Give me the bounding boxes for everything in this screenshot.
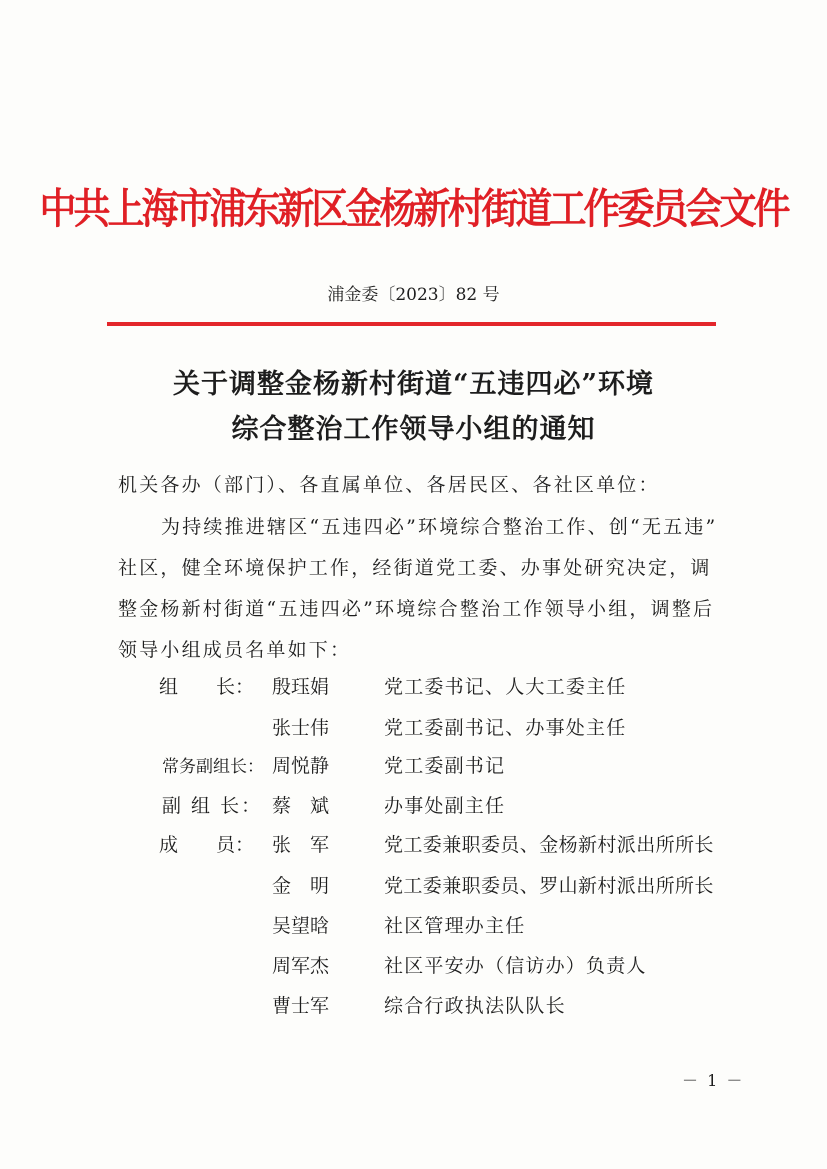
member-role: 副 组 长：: [162, 795, 263, 817]
paragraph-line: 整金杨新村街道“五违四必”环境综合整治工作领导小组，调整后: [118, 598, 715, 620]
member-name: 蔡 斌: [272, 795, 330, 817]
member-name: 周军杰: [272, 955, 330, 977]
issuing-organization-title: 中共上海市浦东新区金杨新村街道工作委员会文件: [39, 184, 788, 233]
member-role: 成 员：: [159, 834, 255, 856]
document-number: 浦金委〔2023〕82 号: [327, 285, 500, 305]
member-name: 吴望晗: [272, 915, 330, 937]
salutation: 机关各办（部门）、各直属单位、各居民区、各社区单位：: [118, 474, 660, 496]
member-name: 曹士军: [272, 995, 330, 1017]
member-position: 党工委兼职委员、罗山新村派出所所长: [384, 875, 714, 897]
member-role: 常务副组长：: [162, 757, 264, 777]
member-name: 张士伟: [272, 717, 330, 739]
paragraph-line: 领导小组成员名单如下：: [118, 639, 352, 661]
red-separator-line: [107, 322, 716, 326]
member-role: 组 长：: [159, 676, 255, 698]
page-number: － 1 －: [682, 1071, 745, 1090]
member-name: 殷珏娟: [272, 676, 330, 698]
member-name: 张 军: [272, 834, 330, 856]
paragraph-line: 社区，健全环境保护工作，经街道党工委、办事处研究决定，调: [118, 557, 712, 579]
member-position: 党工委副书记: [384, 755, 506, 777]
member-position: 党工委副书记、办事处主任: [384, 717, 627, 739]
document-title-line-2: 综合整治工作领导小组的通知: [231, 414, 596, 445]
document-title-line-1: 关于调整金杨新村街道“五违四必”环境: [172, 369, 655, 400]
member-position: 党工委兼职委员、金杨新村派出所所长: [384, 834, 714, 856]
member-position: 党工委书记、人大工委主任: [384, 676, 627, 698]
member-name: 金 明: [272, 875, 330, 897]
member-position: 社区平安办（信访办）负责人: [384, 955, 647, 977]
paragraph-line: 为持续推进辖区“五违四必”环境综合整治工作、创“无五违”: [161, 516, 718, 538]
member-position: 社区管理办主任: [384, 915, 526, 937]
member-position: 办事处副主任: [384, 795, 506, 817]
member-name: 周悦静: [272, 755, 330, 777]
member-position: 综合行政执法队队长: [384, 995, 566, 1017]
